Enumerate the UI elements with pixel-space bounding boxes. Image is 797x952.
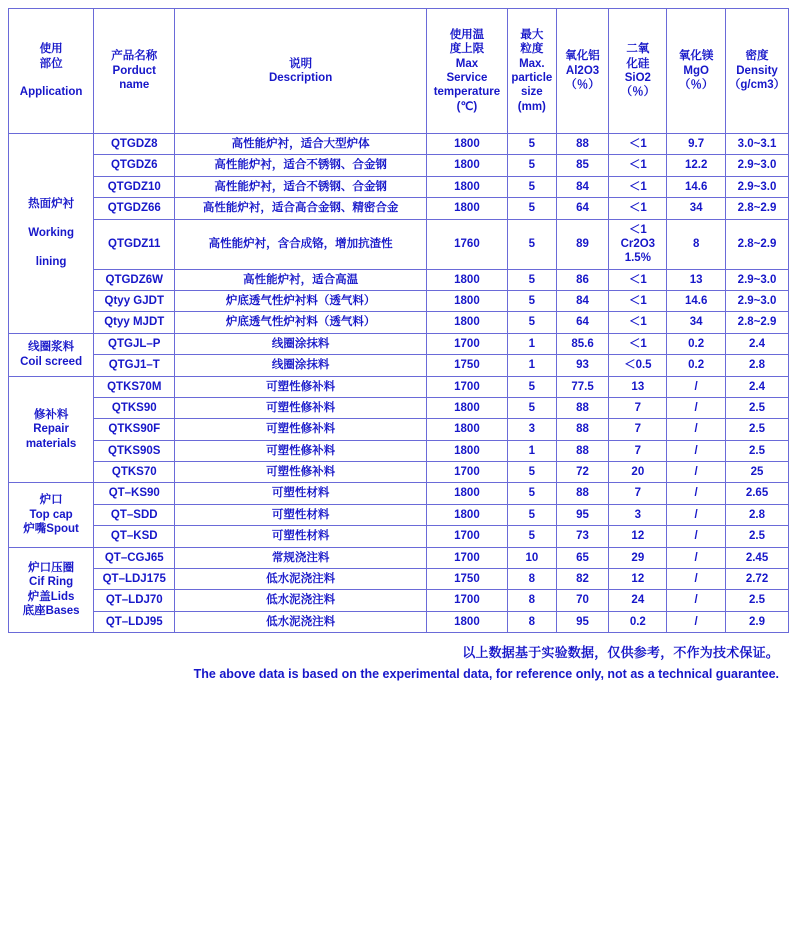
particle-size-cell: 5 bbox=[508, 134, 557, 155]
column-header-line bbox=[11, 71, 91, 85]
table-row bbox=[9, 611, 789, 632]
footer-note bbox=[8, 642, 789, 681]
mgo-cell: 0.2 bbox=[667, 355, 726, 376]
mgo-cell: / bbox=[667, 526, 726, 547]
al2o3-cell: 88 bbox=[556, 134, 609, 155]
max-temperature-cell: 1800 bbox=[426, 419, 507, 440]
sio2-cell bbox=[609, 611, 667, 632]
density-cell: 2.9~3.0 bbox=[726, 269, 789, 290]
mgo-cell: 34 bbox=[667, 198, 726, 219]
column-header-line: Al2O3 bbox=[565, 64, 600, 77]
max-temperature-cell: 1750 bbox=[426, 568, 507, 589]
footer-note-chinese: 以上数据基于实验数据，仅供参考，不作为技术保证。 bbox=[462, 645, 779, 660]
sio2-cell bbox=[609, 590, 667, 611]
column-header-7 bbox=[667, 9, 726, 134]
particle-size-cell: 8 bbox=[508, 611, 557, 632]
particle-size-cell: 5 bbox=[508, 462, 557, 483]
application-line: Coil screed bbox=[20, 355, 83, 368]
max-temperature-cell: 1700 bbox=[426, 590, 507, 611]
particle-size-cell: 5 bbox=[508, 198, 557, 219]
particle-size-cell: 8 bbox=[508, 590, 557, 611]
column-header-5 bbox=[556, 9, 609, 134]
sio2-cell bbox=[609, 333, 667, 354]
description-cell: 高性能炉衬，含合成铬，增加抗渣性 bbox=[175, 219, 427, 269]
mgo-cell: 9.7 bbox=[667, 134, 726, 155]
particle-size-cell: 5 bbox=[508, 219, 557, 269]
column-header-line: Application bbox=[19, 86, 83, 99]
particle-size-cell: 5 bbox=[508, 176, 557, 197]
max-temperature-cell: 1800 bbox=[426, 291, 507, 312]
table-row bbox=[9, 176, 789, 197]
density-cell: 2.8~2.9 bbox=[726, 219, 789, 269]
density-cell: 25 bbox=[726, 462, 789, 483]
application-line: Working bbox=[28, 227, 74, 240]
sio2-line: ＜1 bbox=[628, 337, 647, 350]
mgo-cell: / bbox=[667, 590, 726, 611]
table-row bbox=[9, 291, 789, 312]
al2o3-cell: 65 bbox=[556, 547, 609, 568]
al2o3-cell: 88 bbox=[556, 397, 609, 418]
product-name-cell: QTKS70 bbox=[94, 462, 175, 483]
table-row bbox=[9, 355, 789, 376]
column-header-line: 氧化铝 bbox=[565, 50, 600, 63]
description-cell: 可塑性修补料 bbox=[175, 376, 427, 397]
mgo-cell: / bbox=[667, 462, 726, 483]
particle-size-cell: 5 bbox=[508, 526, 557, 547]
mgo-cell: / bbox=[667, 611, 726, 632]
sio2-line: 24 bbox=[631, 594, 645, 607]
max-temperature-cell: 1760 bbox=[426, 219, 507, 269]
application-line: 线圈浆料 bbox=[28, 341, 75, 354]
description-cell: 可塑性修补料 bbox=[175, 440, 427, 461]
product-name-cell: QTGDZ66 bbox=[94, 198, 175, 219]
column-header-line: 氧化镁 bbox=[678, 50, 714, 63]
column-header-line: Max. bbox=[519, 57, 545, 70]
column-header-line: 密度 bbox=[745, 50, 769, 63]
particle-size-cell: 3 bbox=[508, 419, 557, 440]
sio2-cell bbox=[609, 547, 667, 568]
density-cell: 2.8 bbox=[726, 504, 789, 525]
al2o3-cell: 70 bbox=[556, 590, 609, 611]
mgo-cell: / bbox=[667, 568, 726, 589]
al2o3-cell: 85 bbox=[556, 155, 609, 176]
description-cell: 可塑性材料 bbox=[175, 483, 427, 504]
product-name-cell: QTGDZ11 bbox=[94, 219, 175, 269]
particle-size-cell: 5 bbox=[508, 312, 557, 333]
column-header-line: 二氧 bbox=[626, 43, 650, 56]
sio2-cell bbox=[609, 568, 667, 589]
table-row bbox=[9, 547, 789, 568]
product-name-cell: Qtyy MJDT bbox=[94, 312, 175, 333]
column-header-2 bbox=[175, 9, 427, 134]
application-line: 炉盖Lids bbox=[27, 590, 75, 603]
mgo-cell: 13 bbox=[667, 269, 726, 290]
application-line: 底座Bases bbox=[22, 605, 80, 618]
max-temperature-cell: 1700 bbox=[426, 376, 507, 397]
column-header-line: Description bbox=[268, 72, 333, 84]
column-header-line: temperature bbox=[433, 86, 501, 99]
density-cell: 2.5 bbox=[726, 419, 789, 440]
al2o3-cell: 73 bbox=[556, 526, 609, 547]
mgo-cell: / bbox=[667, 419, 726, 440]
column-header-line: particle bbox=[511, 72, 553, 84]
table-row bbox=[9, 440, 789, 461]
product-name-cell: QTGJ1–T bbox=[94, 355, 175, 376]
column-header-line: 度上限 bbox=[449, 43, 485, 56]
application-line: 热面炉衬 bbox=[28, 198, 75, 211]
table-row bbox=[9, 269, 789, 290]
max-temperature-cell: 1800 bbox=[426, 397, 507, 418]
al2o3-cell: 64 bbox=[556, 312, 609, 333]
footer-note-english: The above data is based on the experimental data, for reference only, not as a technical guarantee. bbox=[193, 667, 779, 681]
al2o3-cell: 93 bbox=[556, 355, 609, 376]
application-line: 修补料 bbox=[33, 408, 69, 421]
density-cell: 2.4 bbox=[726, 333, 789, 354]
table-row bbox=[9, 155, 789, 176]
description-cell: 可塑性修补料 bbox=[175, 397, 427, 418]
density-cell: 2.5 bbox=[726, 590, 789, 611]
description-cell: 可塑性材料 bbox=[175, 504, 427, 525]
description-cell: 线圈涂抹料 bbox=[175, 333, 427, 354]
sio2-cell bbox=[609, 219, 667, 269]
column-header-line: （％） bbox=[678, 79, 714, 92]
column-header-4 bbox=[508, 9, 557, 134]
max-temperature-cell: 1800 bbox=[426, 176, 507, 197]
sio2-line: 7 bbox=[634, 444, 642, 457]
sio2-line: 29 bbox=[631, 551, 645, 564]
table-row bbox=[9, 568, 789, 589]
application-line: materials bbox=[25, 437, 77, 450]
product-name-cell: QTGDZ6 bbox=[94, 155, 175, 176]
description-cell: 可塑性修补料 bbox=[175, 462, 427, 483]
max-temperature-cell: 1800 bbox=[426, 155, 507, 176]
mgo-cell: / bbox=[667, 504, 726, 525]
density-cell: 2.9 bbox=[726, 611, 789, 632]
column-header-line: Porduct bbox=[112, 64, 156, 77]
sio2-line: ＜1 bbox=[628, 295, 647, 307]
density-cell: 3.0~3.1 bbox=[726, 134, 789, 155]
mgo-cell: 12.2 bbox=[667, 155, 726, 176]
al2o3-cell: 72 bbox=[556, 462, 609, 483]
product-name-cell: QT–SDD bbox=[94, 504, 175, 525]
application-line: lining bbox=[35, 255, 67, 268]
sio2-line: 12 bbox=[631, 572, 645, 585]
max-temperature-cell: 1800 bbox=[426, 269, 507, 290]
sio2-cell bbox=[609, 504, 667, 525]
al2o3-cell: 95 bbox=[556, 504, 609, 525]
application-line: Cif Ring bbox=[29, 576, 74, 589]
column-header-1 bbox=[94, 9, 175, 134]
al2o3-cell: 85.6 bbox=[556, 333, 609, 354]
particle-size-cell: 1 bbox=[508, 440, 557, 461]
max-temperature-cell: 1800 bbox=[426, 198, 507, 219]
mgo-cell: / bbox=[667, 397, 726, 418]
max-temperature-cell: 1800 bbox=[426, 611, 507, 632]
mgo-cell: / bbox=[667, 440, 726, 461]
sio2-line: 13 bbox=[631, 380, 645, 393]
column-header-line: 使用 bbox=[39, 43, 63, 56]
application-line bbox=[11, 212, 91, 226]
application-line: Top cap bbox=[29, 508, 73, 521]
application-cell bbox=[9, 547, 94, 633]
sio2-line: 7 bbox=[634, 401, 642, 414]
column-header-line: Density bbox=[736, 64, 778, 77]
particle-size-cell: 5 bbox=[508, 397, 557, 418]
density-cell: 2.72 bbox=[726, 568, 789, 589]
description-cell: 常规浇注料 bbox=[175, 547, 427, 568]
sio2-cell bbox=[609, 176, 667, 197]
al2o3-cell: 95 bbox=[556, 611, 609, 632]
description-cell: 低水泥浇注料 bbox=[175, 590, 427, 611]
product-name-cell: QTGDZ6W bbox=[94, 269, 175, 290]
sio2-line: 12 bbox=[631, 530, 645, 543]
sio2-cell bbox=[609, 155, 667, 176]
sio2-cell bbox=[609, 462, 667, 483]
table-row bbox=[9, 333, 789, 354]
al2o3-cell: 88 bbox=[556, 440, 609, 461]
density-cell: 2.5 bbox=[726, 526, 789, 547]
column-header-line: （％） bbox=[620, 86, 656, 99]
description-cell: 高性能炉衬，适合不锈钢、合金钢 bbox=[175, 155, 427, 176]
column-header-line: (℃) bbox=[456, 100, 478, 113]
al2o3-cell: 84 bbox=[556, 291, 609, 312]
description-cell: 高性能炉衬，适合不锈钢、合金钢 bbox=[175, 176, 427, 197]
table-row bbox=[9, 397, 789, 418]
table-header bbox=[9, 9, 789, 134]
density-cell: 2.4 bbox=[726, 376, 789, 397]
specification-table bbox=[8, 8, 789, 633]
density-cell: 2.5 bbox=[726, 440, 789, 461]
density-cell: 2.5 bbox=[726, 397, 789, 418]
description-cell: 可塑性材料 bbox=[175, 526, 427, 547]
description-cell: 高性能炉衬，适合大型炉体 bbox=[175, 134, 427, 155]
density-cell: 2.9~3.0 bbox=[726, 176, 789, 197]
sio2-line: 20 bbox=[631, 466, 645, 478]
mgo-cell: 8 bbox=[667, 219, 726, 269]
sio2-cell bbox=[609, 269, 667, 290]
header-row bbox=[9, 9, 789, 134]
sio2-line: ＜1 bbox=[628, 180, 647, 193]
max-temperature-cell: 1700 bbox=[426, 333, 507, 354]
sio2-line: Cr2O3 bbox=[620, 237, 656, 250]
product-name-cell: QTGJL–P bbox=[94, 333, 175, 354]
sio2-line: 1.5% bbox=[624, 252, 651, 265]
sio2-line: 0.2 bbox=[629, 615, 646, 628]
column-header-0 bbox=[9, 9, 94, 134]
al2o3-cell: 86 bbox=[556, 269, 609, 290]
description-cell: 高性能炉衬，适合高合金钢、精密合金 bbox=[175, 198, 427, 219]
density-cell: 2.9~3.0 bbox=[726, 291, 789, 312]
column-header-line: 最大 bbox=[520, 28, 544, 41]
density-cell: 2.65 bbox=[726, 483, 789, 504]
column-header-line: name bbox=[119, 79, 150, 92]
mgo-cell: / bbox=[667, 376, 726, 397]
column-header-line: Max bbox=[455, 57, 479, 70]
application-line: Repair bbox=[33, 423, 69, 436]
al2o3-cell: 77.5 bbox=[556, 376, 609, 397]
column-header-line: 化硅 bbox=[626, 57, 650, 70]
sio2-line: ＜1 bbox=[628, 223, 647, 236]
table-row bbox=[9, 526, 789, 547]
application-line: 炉口 bbox=[39, 494, 63, 507]
product-name-cell: QT–LDJ175 bbox=[94, 568, 175, 589]
column-header-line: 说明 bbox=[289, 57, 313, 70]
sio2-cell bbox=[609, 397, 667, 418]
table-row bbox=[9, 483, 789, 504]
al2o3-cell: 88 bbox=[556, 419, 609, 440]
max-temperature-cell: 1800 bbox=[426, 440, 507, 461]
particle-size-cell: 5 bbox=[508, 376, 557, 397]
particle-size-cell: 5 bbox=[508, 504, 557, 525]
sio2-line: ＜1 bbox=[628, 159, 647, 172]
particle-size-cell: 5 bbox=[508, 269, 557, 290]
sio2-line: 7 bbox=[634, 423, 642, 436]
table-row bbox=[9, 312, 789, 333]
mgo-cell: 0.2 bbox=[667, 333, 726, 354]
description-cell: 炉底透气性炉衬料（透气料） bbox=[175, 291, 427, 312]
particle-size-cell: 5 bbox=[508, 483, 557, 504]
sio2-cell bbox=[609, 376, 667, 397]
sio2-cell bbox=[609, 483, 667, 504]
column-header-6 bbox=[609, 9, 667, 134]
mgo-cell: 14.6 bbox=[667, 291, 726, 312]
particle-size-cell: 1 bbox=[508, 355, 557, 376]
product-name-cell: QT–KSD bbox=[94, 526, 175, 547]
al2o3-cell: 84 bbox=[556, 176, 609, 197]
column-header-line: size bbox=[520, 86, 543, 99]
sio2-line: ＜0.5 bbox=[624, 359, 652, 372]
column-header-line: SiO2 bbox=[624, 72, 651, 84]
max-temperature-cell: 1800 bbox=[426, 504, 507, 525]
column-header-3 bbox=[426, 9, 507, 134]
column-header-line: Service bbox=[446, 72, 488, 84]
sio2-cell bbox=[609, 291, 667, 312]
sio2-cell bbox=[609, 526, 667, 547]
product-name-cell: QT–CGJ65 bbox=[94, 547, 175, 568]
product-name-cell: QTGDZ10 bbox=[94, 176, 175, 197]
sio2-line: 7 bbox=[634, 487, 642, 500]
table-row bbox=[9, 219, 789, 269]
density-cell: 2.9~3.0 bbox=[726, 155, 789, 176]
sio2-cell bbox=[609, 312, 667, 333]
application-cell bbox=[9, 333, 94, 376]
mgo-cell: 14.6 bbox=[667, 176, 726, 197]
mgo-cell: 34 bbox=[667, 312, 726, 333]
description-cell: 高性能炉衬，适合高温 bbox=[175, 269, 427, 290]
al2o3-cell: 82 bbox=[556, 568, 609, 589]
table-row bbox=[9, 198, 789, 219]
sio2-line: ＜1 bbox=[628, 202, 647, 215]
table-row bbox=[9, 504, 789, 525]
max-temperature-cell: 1800 bbox=[426, 312, 507, 333]
description-cell: 低水泥浇注料 bbox=[175, 568, 427, 589]
product-name-cell: QTKS90F bbox=[94, 419, 175, 440]
mgo-cell: / bbox=[667, 547, 726, 568]
product-name-cell: QT–KS90 bbox=[94, 483, 175, 504]
al2o3-cell: 64 bbox=[556, 198, 609, 219]
density-cell: 2.8~2.9 bbox=[726, 198, 789, 219]
sio2-line: ＜1 bbox=[628, 316, 647, 329]
table-row bbox=[9, 376, 789, 397]
column-header-line: 使用温 bbox=[449, 28, 485, 41]
particle-size-cell: 1 bbox=[508, 333, 557, 354]
product-name-cell: QTKS90 bbox=[94, 397, 175, 418]
application-cell bbox=[9, 134, 94, 334]
table-row bbox=[9, 590, 789, 611]
product-name-cell: QTKS70M bbox=[94, 376, 175, 397]
density-cell: 2.8~2.9 bbox=[726, 312, 789, 333]
sio2-cell bbox=[609, 419, 667, 440]
column-header-line: MgO bbox=[683, 64, 709, 77]
mgo-cell: / bbox=[667, 483, 726, 504]
column-header-line: 产品名称 bbox=[111, 50, 158, 63]
max-temperature-cell: 1700 bbox=[426, 526, 507, 547]
description-cell: 低水泥浇注料 bbox=[175, 611, 427, 632]
particle-size-cell: 8 bbox=[508, 568, 557, 589]
particle-size-cell: 5 bbox=[508, 155, 557, 176]
sio2-cell bbox=[609, 198, 667, 219]
column-header-line: （g/cm3） bbox=[728, 79, 786, 92]
application-line: 炉口压圈 bbox=[28, 562, 75, 574]
product-name-cell: QTKS90S bbox=[94, 440, 175, 461]
column-header-line: （％） bbox=[565, 79, 600, 92]
column-header-line: (mm) bbox=[517, 100, 546, 113]
description-cell: 线圈涂抹料 bbox=[175, 355, 427, 376]
particle-size-cell: 10 bbox=[508, 547, 557, 568]
sio2-line: ＜1 bbox=[628, 273, 647, 286]
density-cell: 2.8 bbox=[726, 355, 789, 376]
sio2-cell bbox=[609, 355, 667, 376]
product-name-cell: QT–LDJ95 bbox=[94, 611, 175, 632]
max-temperature-cell: 1800 bbox=[426, 483, 507, 504]
table-row bbox=[9, 419, 789, 440]
al2o3-cell: 88 bbox=[556, 483, 609, 504]
max-temperature-cell: 1700 bbox=[426, 462, 507, 483]
max-temperature-cell: 1750 bbox=[426, 355, 507, 376]
application-cell bbox=[9, 483, 94, 547]
description-cell: 可塑性修补料 bbox=[175, 419, 427, 440]
table-body bbox=[9, 134, 789, 633]
application-line: 炉嘴Spout bbox=[23, 523, 79, 536]
density-cell: 2.45 bbox=[726, 547, 789, 568]
product-name-cell: QTGDZ8 bbox=[94, 134, 175, 155]
al2o3-cell: 89 bbox=[556, 219, 609, 269]
application-line bbox=[11, 241, 91, 255]
sio2-line: 3 bbox=[634, 508, 642, 521]
sio2-line: ＜1 bbox=[628, 138, 647, 150]
max-temperature-cell: 1700 bbox=[426, 547, 507, 568]
column-header-line: 部位 bbox=[39, 57, 63, 70]
sio2-cell bbox=[609, 440, 667, 461]
description-cell: 炉底透气性炉衬料（透气料） bbox=[175, 312, 427, 333]
sio2-cell bbox=[609, 134, 667, 155]
product-name-cell: Qtyy GJDT bbox=[94, 291, 175, 312]
product-name-cell: QT–LDJ70 bbox=[94, 590, 175, 611]
column-header-8 bbox=[726, 9, 789, 134]
particle-size-cell: 5 bbox=[508, 291, 557, 312]
table-row bbox=[9, 462, 789, 483]
table-row bbox=[9, 134, 789, 155]
column-header-line: 粒度 bbox=[520, 43, 544, 56]
max-temperature-cell: 1800 bbox=[426, 134, 507, 155]
application-cell bbox=[9, 376, 94, 483]
